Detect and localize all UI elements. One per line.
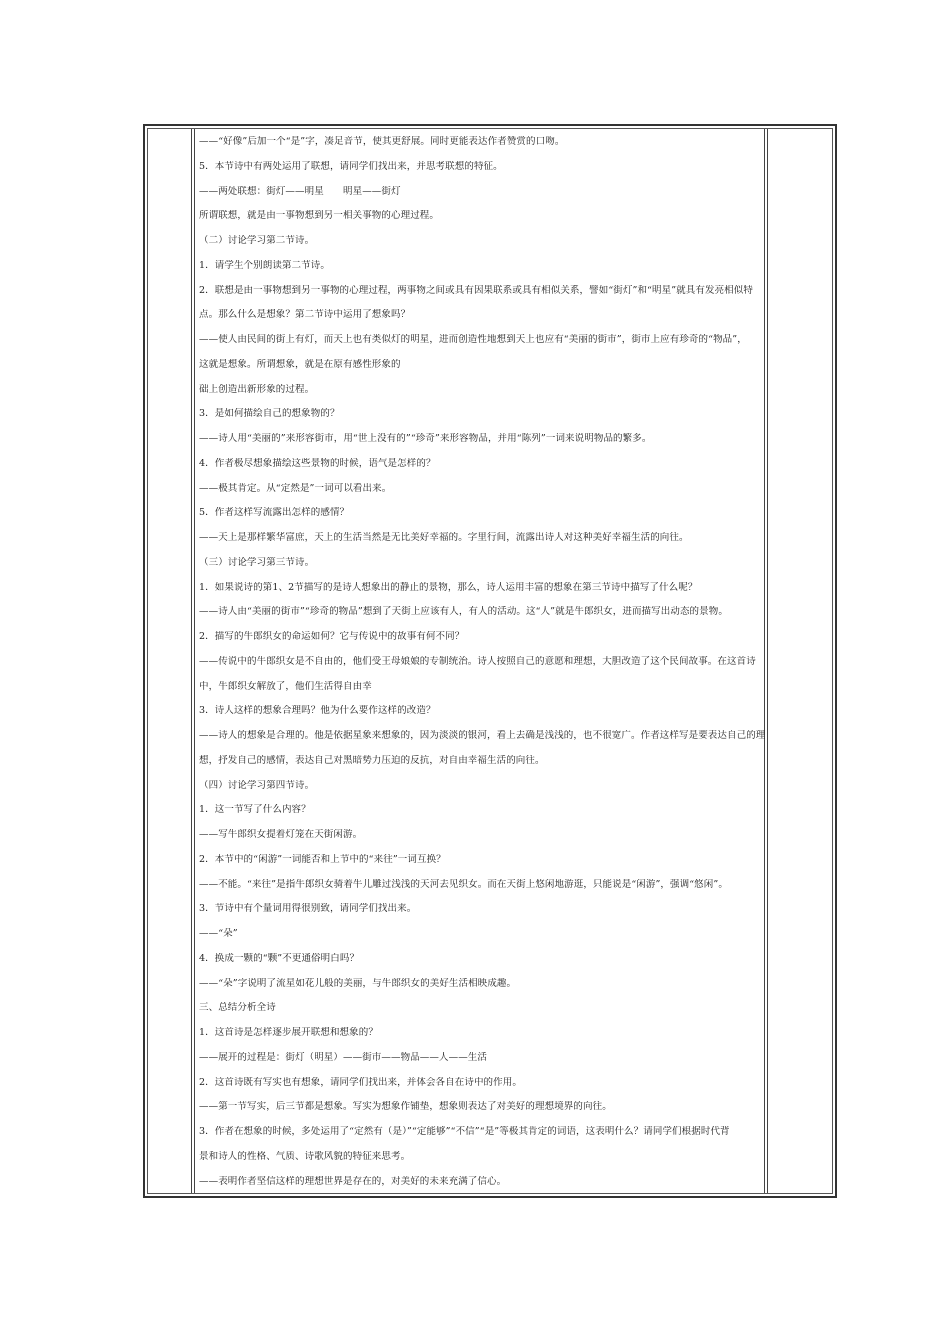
- text-line: 3．作者在想象的时候，多处运用了“定然有（是）”“定能够”“不信”“是”等极其肯定的词语，这表明什么？请同学们根据时代背: [199, 1126, 730, 1137]
- text-line: 3．节诗中有个量词用得很别致，请同学们找出来。: [199, 903, 417, 915]
- text-line: 1．这一节写了什么内容？: [199, 804, 311, 816]
- text-line: 想，抒发自己的感情，表达自己对黑暗势力压迫的反抗，对自由幸福生活的向往。: [199, 754, 545, 766]
- text-line: ——“朵”字说明了流星如花儿般的美丽，与牛郎织女的美好生活相映成趣。: [199, 977, 517, 989]
- text-line: 1．这首诗是怎样逐步展开联想和想象的？: [199, 1027, 378, 1038]
- text-line: 这就是想象。所谓想象，就是在原有感性形象的: [199, 358, 401, 370]
- text-line: ——传说中的牛郎织女是不自由的，他们受王母娘娘的专制统治。诗人按照自己的意愿和理想，大胆改造了这个民间故事。在这首诗: [199, 655, 756, 667]
- text-line: ——诗人由“美丽的街市”“珍奇的物品”想到了天街上应该有人，有人的活动。这“人”就是牛郎织女，进而描写出动态的景物。: [199, 606, 728, 618]
- text-line: 2．描写的牛郎织女的命运如何？它与传说中的故事有何不同？: [199, 631, 465, 642]
- lesson-content: [199, 136, 767, 1188]
- text-line: 4．作者极尽想象描绘这些景物的时候，语气是怎样的？: [199, 457, 436, 469]
- text-line: ——极其肯定。从“定然是”一词可以看出来。: [199, 482, 392, 494]
- lesson-plan-table: [143, 124, 837, 1198]
- text-line: 4．换成一颗的“颗”不更通俗明白吗？: [199, 952, 360, 964]
- text-line: ——“朵”: [199, 928, 238, 939]
- text-line: 中，牛郎织女解放了，他们生活得自由幸: [199, 680, 372, 692]
- text-line: （四）讨论学习第四节诗。: [199, 779, 315, 791]
- text-line: 5．作者这样写流露出怎样的感情？: [199, 507, 350, 519]
- text-line: 2．本节中的“闲游”一词能否和上节中的“来往”一词互换？: [199, 853, 446, 865]
- text-line: 所谓联想，就是由一事物想到另一相关事物的心理过程。: [199, 210, 440, 222]
- right-column: [764, 129, 832, 1193]
- text-line: 点。那么什么是想象？第二节诗中运用了想象吗？: [199, 309, 411, 321]
- text-line: 1．请学生个别朗读第二节诗。: [199, 259, 330, 271]
- text-line: 3．诗人这样的想象合理吗？他为什么要作这样的改造？: [199, 705, 436, 717]
- text-line: （二）讨论学习第二节诗。: [199, 235, 315, 246]
- text-line: ——“好像”后加一个“是”字，凑足音节，使其更舒展。同时更能表达作者赞赏的口吻。: [199, 136, 565, 147]
- text-line: ——不能。“来往”是指牛郎织女骑着牛儿雕过浅浅的天河去见织女。而在天街上悠闲地游逛，只能说是“闲游”，强调“悠闲”。: [199, 878, 728, 890]
- text-line: ——展开的过程是：街灯（明星）——街市——物品——人——生活: [199, 1051, 488, 1063]
- text-line: 2．这首诗既有写实也有想象，请同学们找出来，并体会各自在诗中的作用。: [199, 1076, 522, 1088]
- text-line: （三）讨论学习第三节诗。: [199, 556, 315, 568]
- text-line: ——写牛郎织女提着灯笼在天街闲游。: [199, 829, 363, 840]
- text-line: 1．如果说诗的第1、2节描写的是诗人想象出的静止的景物，那么，诗人运用丰富的想象在第三节诗中描写了什么呢？: [199, 581, 698, 593]
- text-line: 景和诗人的性格、气质、诗歌风貌的特征来思考。: [199, 1150, 411, 1162]
- text-line: ——第一节写实，后三节都是想象。写实为想象作铺垫，想象则表达了对美好的理想境界的向往。: [199, 1101, 612, 1113]
- text-line: 5．本节诗中有两处运用了联想，请同学们找出来，并思考联想的特征。: [199, 160, 503, 172]
- text-line: 三、总结分析全诗: [199, 1002, 276, 1014]
- text-line: ——诗人的想象是合理的。他是依据星象来想象的，因为淡淡的银河，看上去确是浅浅的，也不很宽广。作者这样写是要表达自己的理: [199, 730, 766, 741]
- text-line: 2．联想是由一事物想到另一事物的心理过程，两事物之间或具有因果联系或具有相似关系，譬如“街灯”和“明星”就具有发亮相似特: [199, 284, 753, 296]
- text-line: 础上创造出新形象的过程。: [199, 383, 315, 395]
- text-line: ——两处联想：街灯——明星 明星——街灯: [199, 185, 401, 197]
- text-line: ——诗人用“美丽的”来形容街市，用“世上没有的”“珍奇”来形容物品，并用“陈列”一词来说明物品的繁多。: [199, 433, 652, 444]
- text-line: ——天上是那样繁华富庶，天上的生活当然是无比美好幸福的。字里行间，流露出诗人对这种美好幸福生活的向往。: [199, 532, 689, 543]
- text-line: ——表明作者坚信这样的理想世界是存在的，对美好的未来充满了信心。: [199, 1175, 507, 1187]
- text-line: ——使人由民间的街上有灯，而天上也有类似灯的明星，进而创造性地想到天上也应有“美丽的街市”，街市上应有珍奇的“物品”，: [199, 334, 747, 345]
- table-inner-frame: [147, 128, 833, 1194]
- text-line: 3．是如何描绘自己的想象物的？: [199, 408, 340, 420]
- left-column: [148, 129, 195, 1193]
